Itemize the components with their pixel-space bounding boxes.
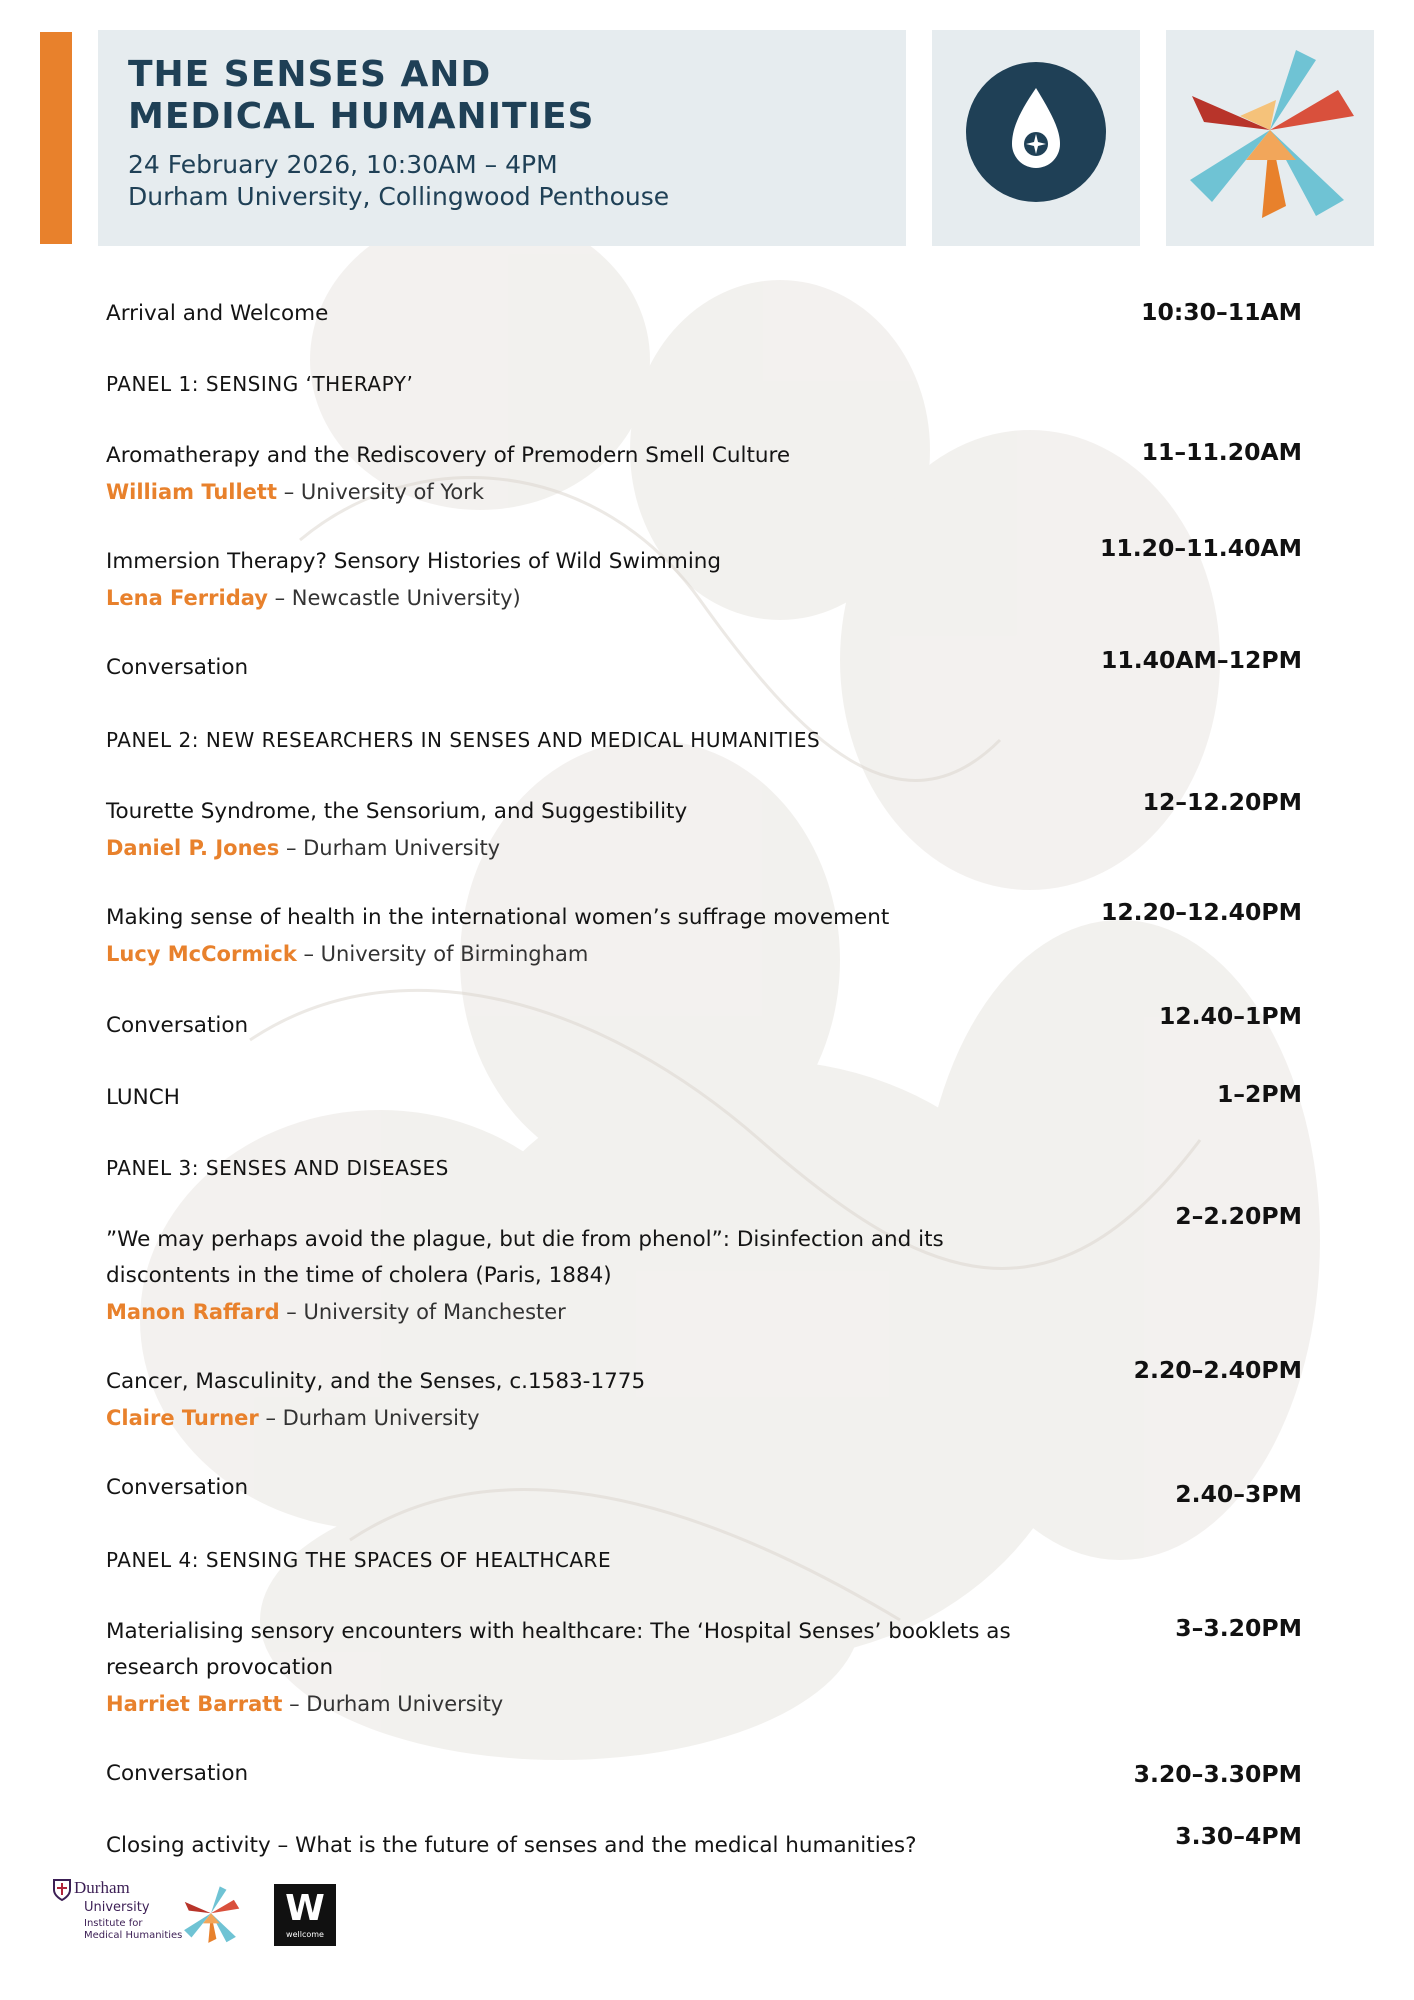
speaker-line <box>106 580 1006 616</box>
durham-shield-icon <box>52 1878 72 1902</box>
session-title: Conversation <box>106 1761 249 1786</box>
speaker-line <box>106 474 1006 510</box>
session-title: Conversation <box>106 1013 249 1038</box>
durham-sub-institute: Institute for <box>84 1918 143 1929</box>
speaker-name: Harriet Barratt <box>106 1692 283 1716</box>
session-time: 11–11.20AM <box>1141 438 1302 466</box>
durham-wordmark: Durham <box>74 1878 130 1897</box>
session-time: 2.40–3PM <box>1175 1480 1302 1508</box>
session-time: 12.40–1PM <box>1158 1002 1302 1030</box>
speaker-affiliation: – University of York <box>277 480 485 504</box>
durham-sub-medical: Medical Humanities <box>84 1930 183 1941</box>
event-date: 24 February 2026, 10:30AM – 4PM <box>128 150 558 179</box>
page-title-line-1: THE SENSES AND <box>128 54 492 95</box>
speaker-name: Manon Raffard <box>106 1300 280 1324</box>
star-logo-small-icon <box>176 1876 246 1956</box>
speaker-name: Lucy McCormick <box>106 942 297 966</box>
session-time: 2–2.20PM <box>1175 1202 1302 1230</box>
session-title: Aromatherapy and the Rediscovery of Premodern Smell Culture <box>106 443 791 468</box>
session-time: 10:30–11AM <box>1141 298 1302 326</box>
panel-title: PANEL 3: SENSES AND DISEASES <box>106 1156 449 1180</box>
session-time: 12–12.20PM <box>1142 788 1302 816</box>
event-venue: Durham University, Collingwood Penthouse <box>128 182 670 211</box>
wellcome-word: wellcome <box>286 1930 324 1939</box>
speaker-affiliation: – University of Manchester <box>279 1300 566 1324</box>
speaker-affiliation: – Durham University <box>282 1692 504 1716</box>
session-time: 11.20–11.40AM <box>1100 534 1302 562</box>
speaker-line <box>106 1400 1006 1436</box>
session-title: Making sense of health in the international women’s suffrage movement <box>106 905 890 930</box>
speaker-name: Daniel P. Jones <box>106 836 280 860</box>
session-title: Conversation <box>106 655 249 680</box>
session-title: LUNCH <box>106 1085 180 1110</box>
session-title: Conversation <box>106 1475 249 1500</box>
session-title: Tourette Syndrome, the Sensorium, and Suggestibility <box>106 799 688 824</box>
session-time: 3.20–3.30PM <box>1133 1760 1302 1788</box>
wellcome-letter: W <box>285 1888 325 1929</box>
session-title: Cancer, Masculinity, and the Senses, c.1583-1775 <box>106 1369 646 1394</box>
session-title: Arrival and Welcome <box>106 301 329 326</box>
session-time: 1–2PM <box>1216 1080 1302 1108</box>
footer-logos <box>52 1876 372 1966</box>
speaker-name: William Tullett <box>106 480 278 504</box>
speaker-line <box>106 1686 1006 1722</box>
session-time: 3.30–4PM <box>1175 1822 1302 1850</box>
speaker-name: Claire Turner <box>106 1406 259 1430</box>
session-time: 3–3.20PM <box>1175 1614 1302 1642</box>
durham-sub-university: University <box>84 1900 150 1915</box>
session-time: 2.20–2.40PM <box>1133 1356 1302 1384</box>
page-title-line-2: MEDICAL HUMANITIES <box>128 96 595 137</box>
session-title: Closing activity – What is the future of senses and the medical humanities? <box>106 1833 917 1858</box>
panel-title: PANEL 2: NEW RESEARCHERS IN SENSES AND MEDICAL HUMANITIES <box>106 728 821 752</box>
speaker-line <box>106 1294 1006 1330</box>
session-title: ”We may perhaps avoid the plague, but die from phenol”: Disinfection and its discontents in the time of cholera (Paris, 1884) <box>106 1227 944 1288</box>
session-title: Immersion Therapy? Sensory Histories of Wild Swimming <box>106 549 722 574</box>
speaker-affiliation: – Newcastle University) <box>267 586 521 610</box>
session-time: 11.40AM–12PM <box>1101 646 1302 674</box>
durham-logo <box>52 1876 182 1956</box>
session-time: 12.20–12.40PM <box>1100 898 1302 926</box>
speaker-affiliation: – Durham University <box>279 836 501 860</box>
speaker-name: Lena Ferriday <box>106 586 268 610</box>
speaker-affiliation: – University of Birmingham <box>296 942 589 966</box>
panel-title: PANEL 1: SENSING ‘THERAPY’ <box>106 372 414 396</box>
speaker-line <box>106 936 1006 972</box>
session-title: Materialising sensory encounters with healthcare: The ‘Hospital Senses’ booklets as research provocation <box>106 1619 1011 1680</box>
speaker-affiliation: – Durham University <box>258 1406 480 1430</box>
wellcome-logo <box>274 1884 336 1946</box>
speaker-line <box>106 830 1006 866</box>
panel-title: PANEL 4: SENSING THE SPACES OF HEALTHCARE <box>106 1548 612 1572</box>
